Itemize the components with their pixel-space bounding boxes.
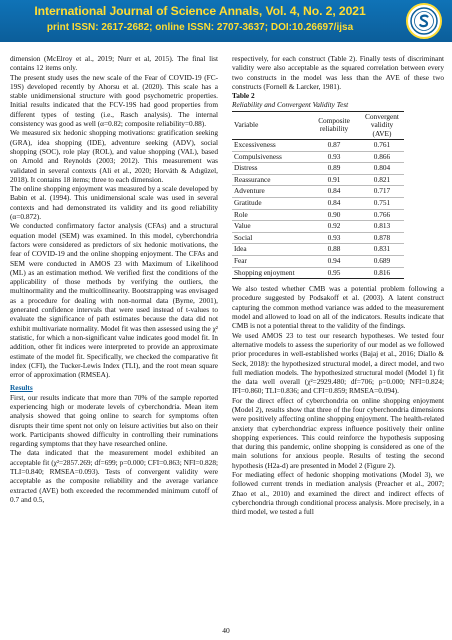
variable-cell: Excessiveness — [232, 140, 308, 152]
table-row — [232, 151, 404, 163]
composite-reliability-cell: 0.87 — [308, 140, 360, 152]
paragraph: First, our results indicate that more than 70% of the sample reported experiencing high or moderate levels of cyberchondria. Mean item analysis showed that going online to search for symptoms often disrupts their time spent not only on leisure activities but also on their work. Participants showed difficulty in controlling their ruminations regarding symptoms that they have researched online. — [10, 392, 218, 449]
journal-seal-icon — [406, 3, 442, 39]
table-row — [232, 255, 404, 267]
paragraph: respectively, for each construct (Table 2). Finally tests of discriminant validity were also acceptable as the squared correlation between every two constructs in the model was less than the AVE of these two constructs (Fornell & Larcker, 1981). — [232, 54, 444, 91]
ave-cell: 0.689 — [360, 255, 404, 267]
table-row — [232, 209, 404, 221]
results-heading: Results — [10, 383, 33, 393]
variable-cell: Idea — [232, 244, 308, 256]
table-row — [232, 244, 404, 256]
ave-cell: 0.751 — [360, 197, 404, 209]
ave-cell: 0.804 — [360, 163, 404, 175]
variable-cell: Value — [232, 221, 308, 233]
table-row — [232, 197, 404, 209]
paragraph: For the direct effect of cyberchondria on online shopping enjoyment (Model 2), results show that three of the four cyberchondria dimensions were positively affecting online shopping enjoyment. The health-related anxiety that cyberchondriac express influence positively their online shopping experiences. This could reinforce the hypothesis supposing that during this pandemic, online shopping is considered as one of the main solutions for anxious people. Results of testing the second hypothesis (H2a-d) are presented in Model 2 (Figure 2). — [232, 395, 444, 470]
table-row — [232, 140, 404, 152]
ave-cell: 0.821 — [360, 174, 404, 186]
paragraph: We measured six hedonic shopping motivations: gratification seeking (GRA), idea shopping (IDE), adventure seeking (ADV), social shopping (SOC), role play (ROL), and value shopping (VAL), based on Arnold and Reynolds (2003; 2012). This measurement was validated in several contexts (Ali et al., 2020; Horváth & Adıgüzel, 2018). It contains 18 items; three to each dimension. — [10, 128, 218, 184]
variable-cell: Reassurance — [232, 174, 308, 186]
composite-reliability-cell: 0.84 — [308, 186, 360, 198]
composite-reliability-cell: 0.88 — [308, 244, 360, 256]
journal-issn: print ISSN: 2617-2682; online ISSN: 2707-3637; DOI:10.26697/ijsa — [46, 22, 354, 33]
table-row — [232, 186, 404, 198]
journal-title: International Journal of Science Annals, Vol. 4, No. 2, 2021 — [34, 4, 366, 18]
ave-cell: 0.816 — [360, 267, 404, 279]
paragraph: The present study uses the new scale of the Fear of COVID-19 (FC-19S) developed recently by Ahorsu et al. (2020). This scale has a stable unidimensional structure with good psychometric properties. Initial results indicated that the FCV-19S had good properties from different types of testing (i.e., Rasch analysis). The internal consistency was good as well (α=0.82; composite reliability=0.88). — [10, 72, 218, 129]
composite-reliability-cell: 0.94 — [308, 255, 360, 267]
variable-cell: Fear — [232, 255, 308, 267]
page-number: 40 — [222, 626, 230, 635]
composite-reliability-cell: 0.93 — [308, 232, 360, 244]
variable-cell: Compulsiveness — [232, 151, 308, 163]
paragraph: We also tested whether CMB was a potential problem following a procedure suggested by Podsakoff et al. (2003). A latent construct capturing the common method variance was added to the measurement model and allowed to load on all of the indicators. Results indicate that CMB is not a potential threat to the validity of the findings. — [232, 284, 444, 331]
variable-cell: Distress — [232, 163, 308, 175]
reliability-table — [232, 111, 404, 279]
table-caption: Reliability and Convergent Validity Test — [232, 100, 349, 110]
paragraph: We used AMOS 23 to test our research hypotheses. We tested four alternative models to assess the superiority of our model as we followed prior procedures in well-established works (Bajaj et al., 2016; Diallo & Seck, 2018): the hypothesized structural model, a direct model, and two full mediation models. The hypothesized structural model (Model 1) fit the data well overall (χ²=2929.480; df=706; p=0.000; NFI=0.824; IFI=0.860; TLI=0.836; and CFI=0.859; RMSEA=0.094). — [232, 330, 444, 396]
ave-cell: 0.761 — [360, 140, 404, 152]
composite-reliability-cell: 0.91 — [308, 174, 360, 186]
table-row — [232, 221, 404, 233]
ave-cell: 0.866 — [360, 151, 404, 163]
ave-cell: 0.878 — [360, 232, 404, 244]
table-row — [232, 174, 404, 186]
paragraph: The online shopping enjoyment was measured by a scale developed by Babin et al. (1994). This unidimensional scale was used in several contexts and had demonstrated its validity and its good reliability (α=0.872). — [10, 184, 218, 222]
table-title: Table 2 — [232, 91, 255, 101]
paragraph: For mediating effect of hedonic shopping motivations (Model 3), we followed current trends in mediation analysis (Preacher et al., 2007; Zhao et al., 2010) and examined the direct and indirect effects of cyberchondria through conditional process analysis. More precisely, in a third model, we tested a full — [232, 470, 444, 517]
paragraph: We conducted confirmatory factor analysis (CFAs) and a structural equation model (SEM) was examined. In this model, cyberchondria factors were considered as predictors of six hedonic motivations, the fear of COVID-19 and the online shopping enjoyment. The CFAs and SEM were conducted in AMOS 23 with Maximum of Likelihood (ML) as an estimation method. We verified first the conditions of the applicability of those methods by verifying the outliers, the multinormality and the multicollinearity. Bootstrapping was envisaged as a procedure for dealing with non-normal data (Byrne, 2001), generated confidence intervals that were used instead of t-values to evaluate the significance of path estimates because the data did not exhibit multivariate normality. Model fit was then assessed using the χ² statistic, for which a non-significant value indicates good model fit. In addition, other fit indices were interpreted to provide an approximate estimate of the model fit. Specifically, we checked the comparative fit index (CFI), the Tucker-Lewis Index (TLI), and the root mean square error of approximation (RMSEA). — [10, 221, 218, 380]
variable-cell: Adventure — [232, 186, 308, 198]
right-column — [232, 54, 444, 517]
table-header: Composite reliability — [308, 111, 360, 139]
left-column — [10, 54, 218, 504]
composite-reliability-cell: 0.84 — [308, 197, 360, 209]
table-row — [232, 232, 404, 244]
ave-cell: 0.766 — [360, 209, 404, 221]
composite-reliability-cell: 0.92 — [308, 221, 360, 233]
table-header: Variable — [232, 111, 308, 139]
paragraph: dimension (McElroy et al., 2019; Nurr et al, 2015). The final list contains 12 items only. — [10, 54, 218, 73]
table-body — [232, 140, 404, 279]
table-row — [232, 267, 404, 279]
variable-cell: Shopping enjoyment — [232, 267, 308, 279]
composite-reliability-cell: 0.90 — [308, 209, 360, 221]
composite-reliability-cell: 0.89 — [308, 163, 360, 175]
variable-cell: Gratitude — [232, 197, 308, 209]
variable-cell: Social — [232, 232, 308, 244]
paragraph: The data indicated that the measurement model exhibited an acceptable fit (χ²=2857.269; df=699; p=0.000; CFI=0.863; NFI=0.828; TLI=0.840; RMSEA=0.093). Tests of convergent validity were acceptable as the composite reliability and the average variance extracted (AVE) both exceeded the recommended minimum cutoff of 0.7 and 0.5, — [10, 448, 218, 504]
composite-reliability-cell: 0.95 — [308, 267, 360, 279]
ave-cell: 0.717 — [360, 186, 404, 198]
journal-header-banner — [0, 0, 452, 42]
ave-cell: 0.813 — [360, 221, 404, 233]
ave-cell: 0.831 — [360, 244, 404, 256]
composite-reliability-cell: 0.93 — [308, 151, 360, 163]
table-header: Convergent validity (AVE) — [360, 111, 404, 139]
table-row — [232, 163, 404, 175]
variable-cell: Role — [232, 209, 308, 221]
